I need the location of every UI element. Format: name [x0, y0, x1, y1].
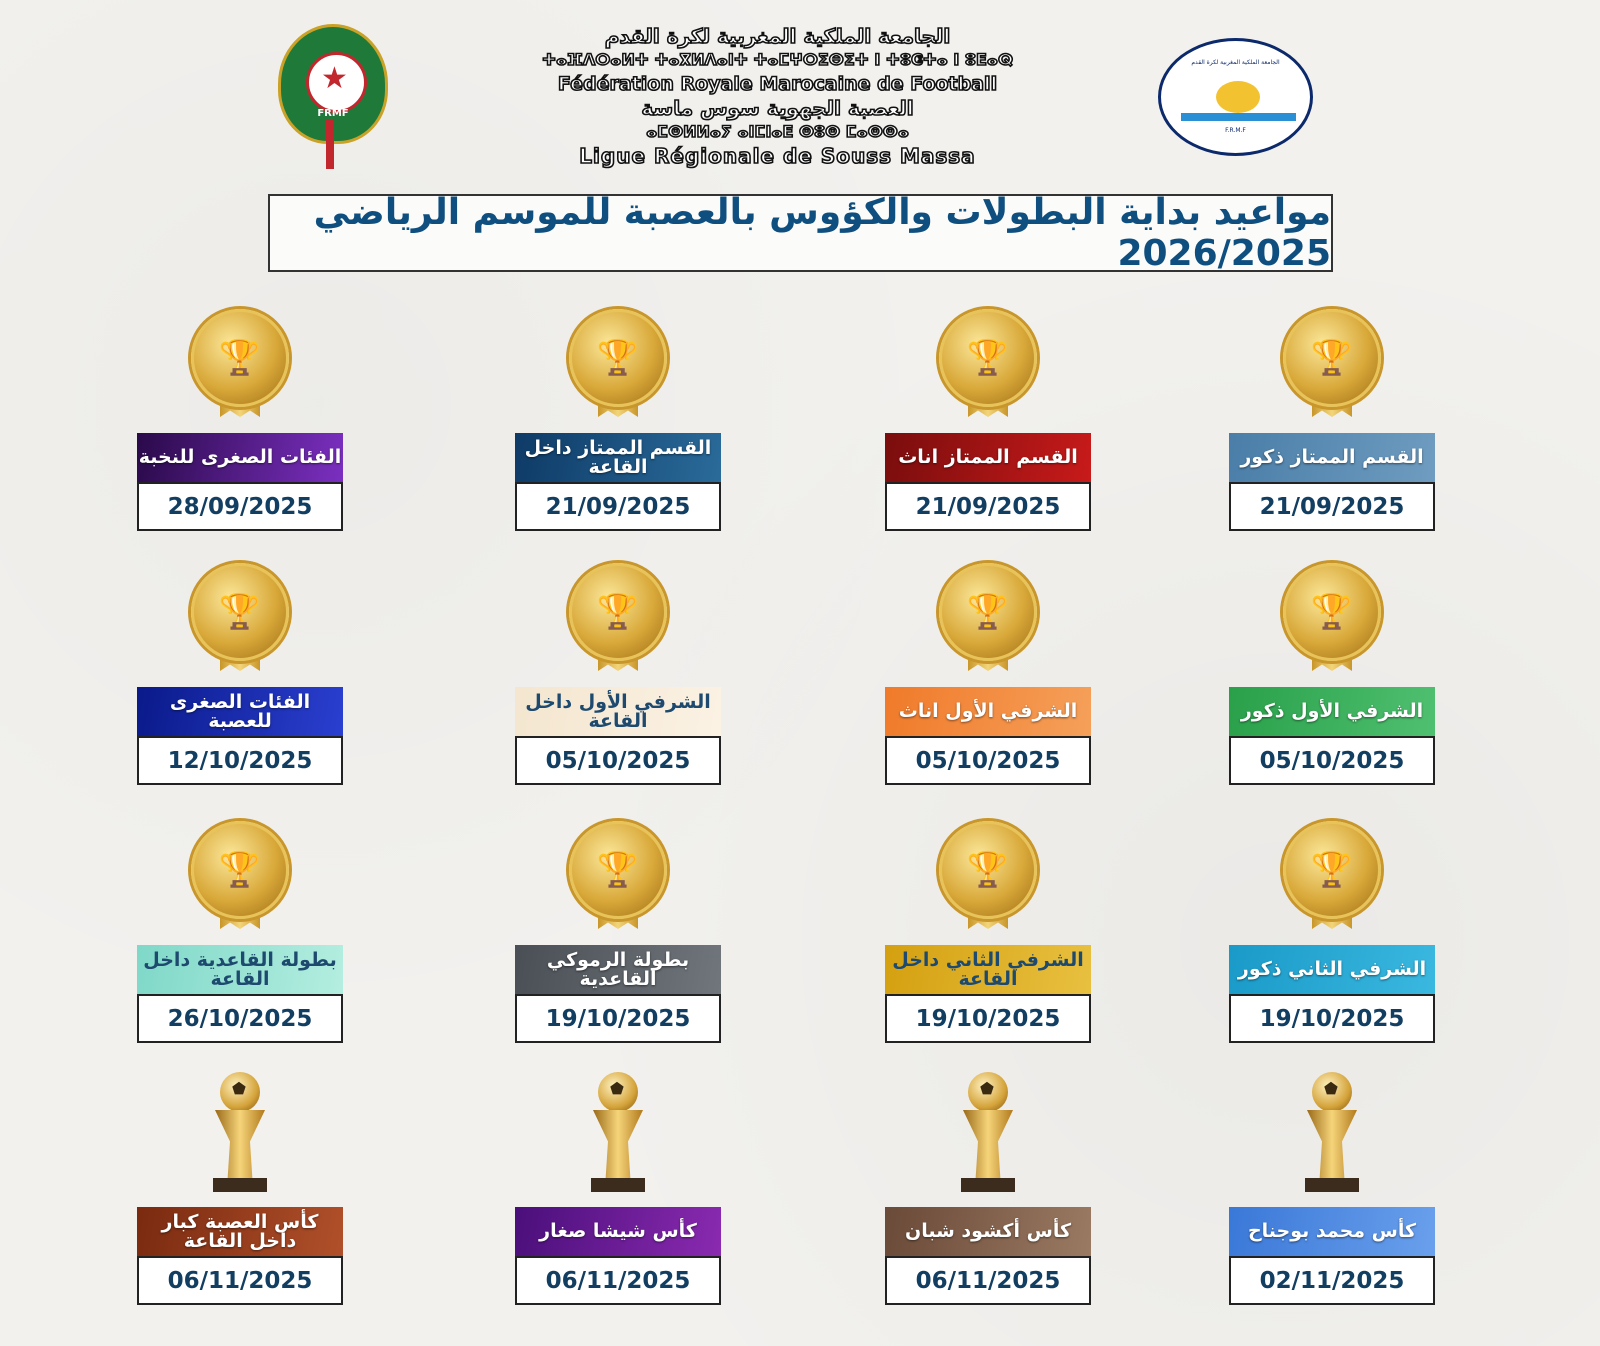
start-date: 21/09/2025 — [515, 482, 721, 531]
federation-name-arabic: الجامعة الملكية المغربية لكرة القدم — [604, 24, 951, 48]
page-title-text: مواعيد بداية البطولات والكؤوس بالعصبة للموسم الرياضي 2026/2025 — [313, 192, 1331, 274]
medal-icon: 🏆 — [569, 563, 667, 661]
medal-icon: 🏆 — [1283, 821, 1381, 919]
competition-name: الشرفي الأول اناث — [885, 687, 1091, 736]
competition-name: كأس شيشا صغار — [515, 1207, 721, 1256]
start-date: 12/10/2025 — [137, 736, 343, 785]
competition-name: الشرفي الثاني ذكور — [1229, 945, 1435, 994]
medal-icon: 🏆 — [939, 309, 1037, 407]
medal-icon: 🏆 — [569, 309, 667, 407]
start-date: 06/11/2025 — [885, 1256, 1091, 1305]
competition-name: الفئات الصغرى للنخبة — [137, 433, 343, 482]
frmf-logo-text: FRMF — [317, 108, 349, 119]
start-date: 05/10/2025 — [1229, 736, 1435, 785]
trophy-icon — [588, 1072, 648, 1197]
medal-icon: 🏆 — [191, 563, 289, 661]
start-date: 06/11/2025 — [137, 1256, 343, 1305]
federation-name-tifinagh: ⵜⴰⴼⴷⵔⴰⵍⵜ ⵜⴰⴳⵍⴷⴰⵏⵜ ⵜⴰⵎⵖⵔⵉⴱⵉⵜ ⵏ ⵜⵓⵛⵜⴰ ⵏ ⵓⴹⴰⵕ — [541, 50, 1014, 69]
trophy-icon — [958, 1072, 1018, 1197]
trophy-icon — [1302, 1072, 1362, 1197]
start-date: 19/10/2025 — [515, 994, 721, 1043]
start-date: 06/11/2025 — [515, 1256, 721, 1305]
start-date: 28/09/2025 — [137, 482, 343, 531]
medal-icon: 🏆 — [569, 821, 667, 919]
star-emblem-icon — [306, 52, 367, 113]
competition-name: بطولة الرموكي القاعدية — [515, 945, 721, 994]
sun-icon — [1216, 81, 1260, 113]
competition-name: الشرفي الثاني داخل القاعة — [885, 945, 1091, 994]
competition-name: القسم الممتاز ذكور — [1229, 433, 1435, 482]
start-date: 05/10/2025 — [515, 736, 721, 785]
league-logo-text: F.R.M.F — [1225, 127, 1246, 134]
federation-header — [515, 24, 1040, 168]
medal-icon: 🏆 — [1283, 563, 1381, 661]
trophy-icon — [210, 1072, 270, 1197]
competition-name: الشرفي الأول ذكور — [1229, 687, 1435, 736]
medal-icon: 🏆 — [939, 563, 1037, 661]
start-date: 21/09/2025 — [885, 482, 1091, 531]
competition-name: كأس أكشود شبان — [885, 1207, 1091, 1256]
league-name-french: Ligue Régionale de Souss Massa — [579, 144, 976, 168]
medal-icon: 🏆 — [939, 821, 1037, 919]
competition-name: بطولة القاعدية داخل القاعة — [137, 945, 343, 994]
start-date: 26/10/2025 — [137, 994, 343, 1043]
competition-name: الشرفي الأول داخل القاعة — [515, 687, 721, 736]
federation-name-french: Fédération Royale Marocaine de Football — [557, 73, 998, 95]
frmf-logo — [278, 24, 388, 144]
league-name-arabic: العصبة الجهوية سوس ماسة — [641, 96, 914, 120]
start-date: 19/10/2025 — [1229, 994, 1435, 1043]
competition-name: كأس العصبة كبار داخل القاعة — [137, 1207, 343, 1256]
medal-icon: 🏆 — [1283, 309, 1381, 407]
medal-icon: 🏆 — [191, 821, 289, 919]
start-date: 21/09/2025 — [1229, 482, 1435, 531]
medal-icon: 🏆 — [191, 309, 289, 407]
competition-name: كأس محمد بوجناح — [1229, 1207, 1435, 1256]
page-title — [268, 194, 1333, 272]
competition-name: الفئات الصغرى للعصبة — [137, 687, 343, 736]
start-date: 05/10/2025 — [885, 736, 1091, 785]
competition-name: القسم الممتاز اناث — [885, 433, 1091, 482]
souss-massa-league-logo: الجامعة الملكية المغربية لكرة القدم F.R.M.F — [1158, 38, 1313, 156]
start-date: 19/10/2025 — [885, 994, 1091, 1043]
league-name-tifinagh: ⴰⵎⵙⵍⵍⴰⵢ ⴰⵏⵎⵏⴰⴹ ⵙⵓⵙ ⵎⴰⵙⵙⴰ — [646, 122, 909, 141]
competition-name: القسم الممتاز داخل القاعة — [515, 433, 721, 482]
start-date: 02/11/2025 — [1229, 1256, 1435, 1305]
